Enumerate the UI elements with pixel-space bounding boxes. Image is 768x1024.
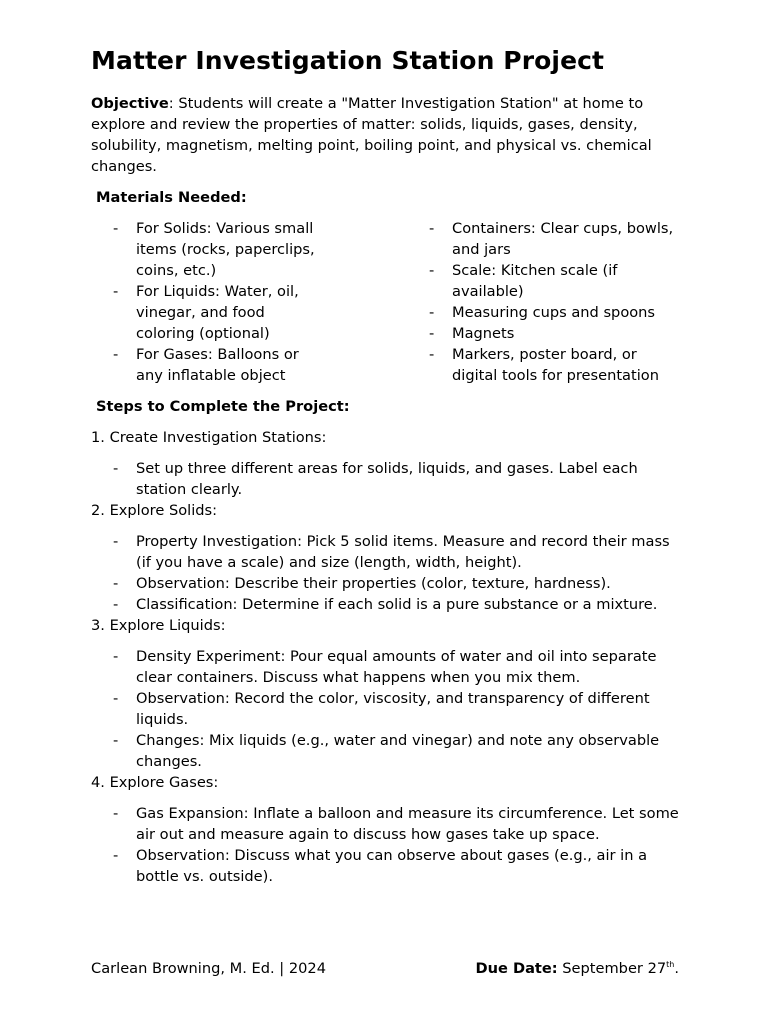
footer-author: Carlean Browning, M. Ed. | 2024 [91,960,326,977]
list-item: - Density Experiment: Pour equal amounts of water and oil into separate clear containers. Discuss what happens when you mix them. [113,646,681,688]
due-date-end: . [674,960,679,977]
list-item: - Observation: Discuss what you can observe about gases (e.g., air in a bottle vs. outside). [113,845,681,887]
list-item: - Observation: Describe their properties (color, texture, hardness). [113,573,681,594]
list-item: - For Solids: Various small items (rocks, paperclips, coins, etc.) [113,218,326,281]
objective-paragraph [91,93,681,177]
materials-columns [91,218,681,386]
step-title: 2. Explore Solids: [91,502,218,519]
list-item: - Gas Expansion: Inflate a balloon and measure its circumference. Let some air out and measure again to discuss how gases take up space. [113,803,681,845]
list-item: - Magnets [429,323,681,344]
list-item: - Property Investigation: Pick 5 solid items. Measure and record their mass (if you have a scale) and size (length, width, height). [113,531,681,573]
materials-heading: Materials Needed: [96,189,247,206]
due-date-label: Due Date: [475,960,558,977]
materials-left-list [91,218,408,386]
objective-label: Objective [91,95,169,112]
materials-right-list [408,218,681,386]
materials-right-column [408,218,681,386]
step-title: 3. Explore Liquids: [91,617,226,634]
list-item: - Measuring cups and spoons [429,302,681,323]
step-title: 4. Explore Gases: [91,774,219,791]
list-item: - Changes: Mix liquids (e.g., water and vinegar) and note any observable changes. [113,730,681,772]
list-item: - Observation: Record the color, viscosity, and transparency of different liquids. [113,688,681,730]
footer-due-date [475,958,679,979]
list-item: - For Liquids: Water, oil, vinegar, and food coloring (optional) [113,281,326,344]
page-title: Matter Investigation Station Project [91,46,605,75]
due-date-value: September 27 [557,960,667,977]
list-item: - Classification: Determine if each solid is a pure substance or a mixture. [113,594,681,615]
list-item: - Set up three different areas for solids, liquids, and gases. Label each station clearly. [113,458,681,500]
step-4-list [91,803,681,887]
document-page [91,44,681,887]
steps-heading: Steps to Complete the Project: [96,398,350,415]
step-title: 1. Create Investigation Stations: [91,429,327,446]
list-item: - Containers: Clear cups, bowls, and jars [429,218,681,260]
step-1-list [91,458,681,500]
due-date-suffix: th [666,960,675,970]
materials-left-column [91,218,408,386]
step-3-list [91,646,681,772]
list-item: - Markers, poster board, or digital tools for presentation [429,344,681,386]
list-item: - For Gases: Balloons or any inflatable object [113,344,326,386]
objective-text: : Students will create a "Matter Investigation Station" at home to explore and review the properties of matter: solids, liquids, gases, density, solubility, magnetism, melting point, boiling point, and physical vs. chemical changes. [91,95,652,175]
list-item: - Scale: Kitchen scale (if available) [429,260,681,302]
step-2-list [91,531,681,615]
